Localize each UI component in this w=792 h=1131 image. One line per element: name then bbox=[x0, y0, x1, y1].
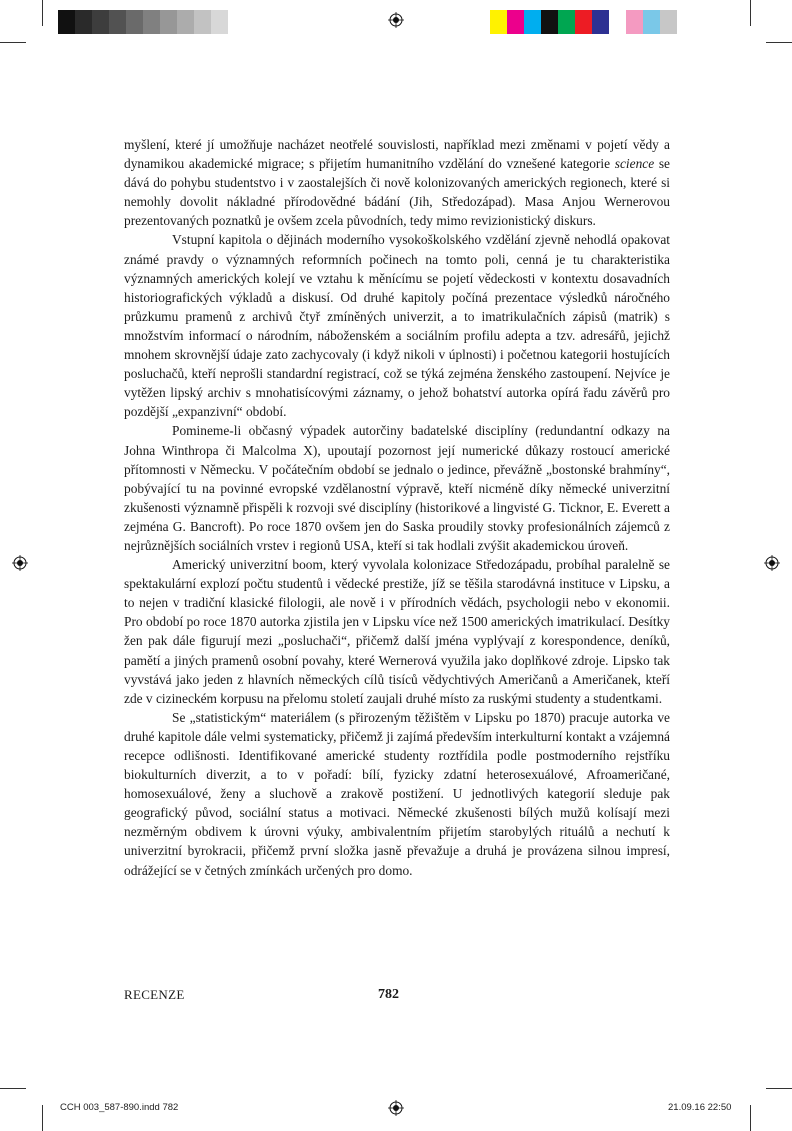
color-calibration-bar bbox=[490, 10, 677, 34]
paragraph bbox=[124, 708, 670, 880]
color-swatch bbox=[592, 10, 609, 34]
grayscale-calibration-bar bbox=[58, 10, 228, 34]
slug-filename: CCH 003_587-890.indd 782 bbox=[60, 1102, 179, 1113]
crop-mark bbox=[750, 0, 751, 26]
slug-timestamp: 21.09.16 22:50 bbox=[668, 1102, 732, 1113]
crop-mark bbox=[42, 0, 43, 26]
text-run: Vstupní kapitola o dějinách moderního vysokoškolského vzdělání zjevně nehodlá opakovat známé pravdy o významných reformních počinech na tomto poli, cenná je tu charakteristika významných amerických kolejí ve vztahu k měnícímu se pojetí vědeckosti v kontextu dosavadních historiografických výkladů a diskusí. Od druhé kapitoly počíná prezentace výsledků náročného průzkumu pramenů z archivů čtyř zmíněných univerzit, a to imatrikulačních zápisů (matrik) s množstvím informací o národním, náboženském a sociálním profilu adepta a tzv. adresářů, jejichž mnohem skrovnější údaje zato zachycovaly (i když nikoli v úplnosti) i početnou kategorii hostujících posluchačů, kteří neprošli standardní registrací, což se týká zejména ženského zastoupení. Nejvíce je vytěžen lipský archiv s mnohatisícovými záznamy, o jehož bohatství autorka opírá řadu závěrů pro pozdější „expanzivní“ období. bbox=[124, 232, 670, 420]
registration-mark-icon bbox=[12, 555, 28, 571]
paragraph bbox=[124, 230, 670, 421]
color-swatch bbox=[609, 10, 626, 34]
crop-mark bbox=[766, 42, 792, 43]
crop-mark bbox=[42, 1105, 43, 1131]
color-swatch bbox=[575, 10, 592, 34]
text-run: myšlení, které jí umožňuje nacházet neotřelé souvislosti, například mezi změnami v pojetí vědy a dynamikou akademické migrace; s přijetím humanitního vzdělání do vznešené kategorie bbox=[124, 137, 670, 172]
color-swatch bbox=[143, 10, 160, 34]
registration-mark-icon bbox=[764, 555, 780, 571]
color-swatch bbox=[58, 10, 75, 34]
text-run: Americký univerzitní boom, který vyvolala kolonizace Středozápadu, probíhal paralelně se spektakulární explozí počtu studentů i vědecké prestiže, jíž se těšila starodávná instituce v Lipsku, a to nejen v tradiční klasické filologii, ale nově i v přírodních vědách, psychologii nebo v ekonomii. Pro období po roce 1870 autorka zjistila jen v Lipsku více než 1500 amerických imatrikulací. Desítky žen pak dále figurují mezi „posluchači“, přičemž další jména vyplývají z korespondence, deníků, pamětí a jiných pramenů osobní povahy, které Wernerová využila jako doplňkové zdroje. Lipsko tak vyvstává jako jeden z hlavních německých cílů tisíců vědychtivých Američanů a Američanek, kteří zde v cizineckém korpusu na přelomu století zaujali druhé místo za ruskými studenty a studentkami. bbox=[124, 557, 670, 706]
color-swatch bbox=[626, 10, 643, 34]
color-swatch bbox=[177, 10, 194, 34]
italic-term: science bbox=[614, 156, 655, 172]
text-run: Se „statistickým“ materiálem (s přirozeným těžištěm v Lipsku po 1870) pracuje autorka ve druhé kapitole dále velmi systematicky, přičemž ji zajímá především interkulturní kontakt a vzájemná recepce odlišnosti. Identifikované americké studenty roztřídila podle postmoderního rejstříku biokulturních diverzit, a to v pořadí: bílí, fyzicky zdatní heterosexuálové, Afroameričané, homosexuálové, ženy a sluchově a zrakově postižení. U jednotlivých kategorií sleduje pak geografický původ, sociální status a motivaci. Německé zkušenosti bílých mužů kolísají mezi nezměrným obdivem k úrovni výuky, ambivalentním přijetím starobylých rituálů a nechutí k univerzitní byrokracii, přičemž první složka jasně převažuje a druhá je provázena silnou impresí, odrážející se v četných zmínkách určených pro domo. bbox=[124, 709, 670, 878]
color-swatch bbox=[541, 10, 558, 34]
color-swatch bbox=[194, 10, 211, 34]
text-run: Pomineme-li občasný výpadek autorčiny badatelské disciplíny (redundantní odkazy na Johna Winthropa či Malcolma X), upoutají pozornost její numerické důkazy rostoucí americké přítomnosti v Německu. V počátečním období se jednalo o jedince, převážně „bostonské brahmíny“, pobývající tu na povinné evropské vzdělanostní výpravě, kteří nicméně díky německé univerzitní zkušenosti významně přispěli k rozvoji své disciplíny (historikové a lingvisté G. Ticknor, E. Everett a zejména G. Bancroft). Po roce 1870 ovšem jen do Saska proudily stovky profesionálních zájemců z nejrůznějších sociálních vrstev i regionů USA, kteří si tak hodlali zvýšit akademickou úroveň. bbox=[124, 423, 670, 553]
color-swatch bbox=[660, 10, 677, 34]
color-swatch bbox=[558, 10, 575, 34]
registration-mark-icon bbox=[388, 12, 404, 28]
text-run: se dává do pohybu studentstvo i v zaostalejších či nově kolonizovaných amerických regionech, které si nemohly dovolit nákladné přírodovědné bádání (Jih, Středozápad). Masa Anjou Wernerovou prezentovaných poznatků je ovšem zcela původních, tedy mimo revizionistický diskurs. bbox=[124, 156, 670, 229]
color-swatch bbox=[507, 10, 524, 34]
color-swatch bbox=[211, 10, 228, 34]
crop-mark bbox=[0, 1088, 26, 1089]
paragraph bbox=[124, 555, 670, 708]
color-swatch bbox=[126, 10, 143, 34]
color-swatch bbox=[109, 10, 126, 34]
color-swatch bbox=[524, 10, 541, 34]
color-swatch bbox=[75, 10, 92, 34]
page-number: 782 bbox=[378, 987, 399, 1002]
paragraph bbox=[124, 135, 670, 230]
color-swatch bbox=[160, 10, 177, 34]
color-swatch bbox=[92, 10, 109, 34]
body-text bbox=[124, 135, 670, 880]
color-swatch bbox=[490, 10, 507, 34]
section-label: RECENZE bbox=[124, 987, 185, 1002]
crop-mark bbox=[0, 42, 26, 43]
registration-mark-icon bbox=[388, 1100, 404, 1116]
paragraph bbox=[124, 421, 670, 555]
crop-mark bbox=[750, 1105, 751, 1131]
color-swatch bbox=[643, 10, 660, 34]
crop-mark bbox=[766, 1088, 792, 1089]
